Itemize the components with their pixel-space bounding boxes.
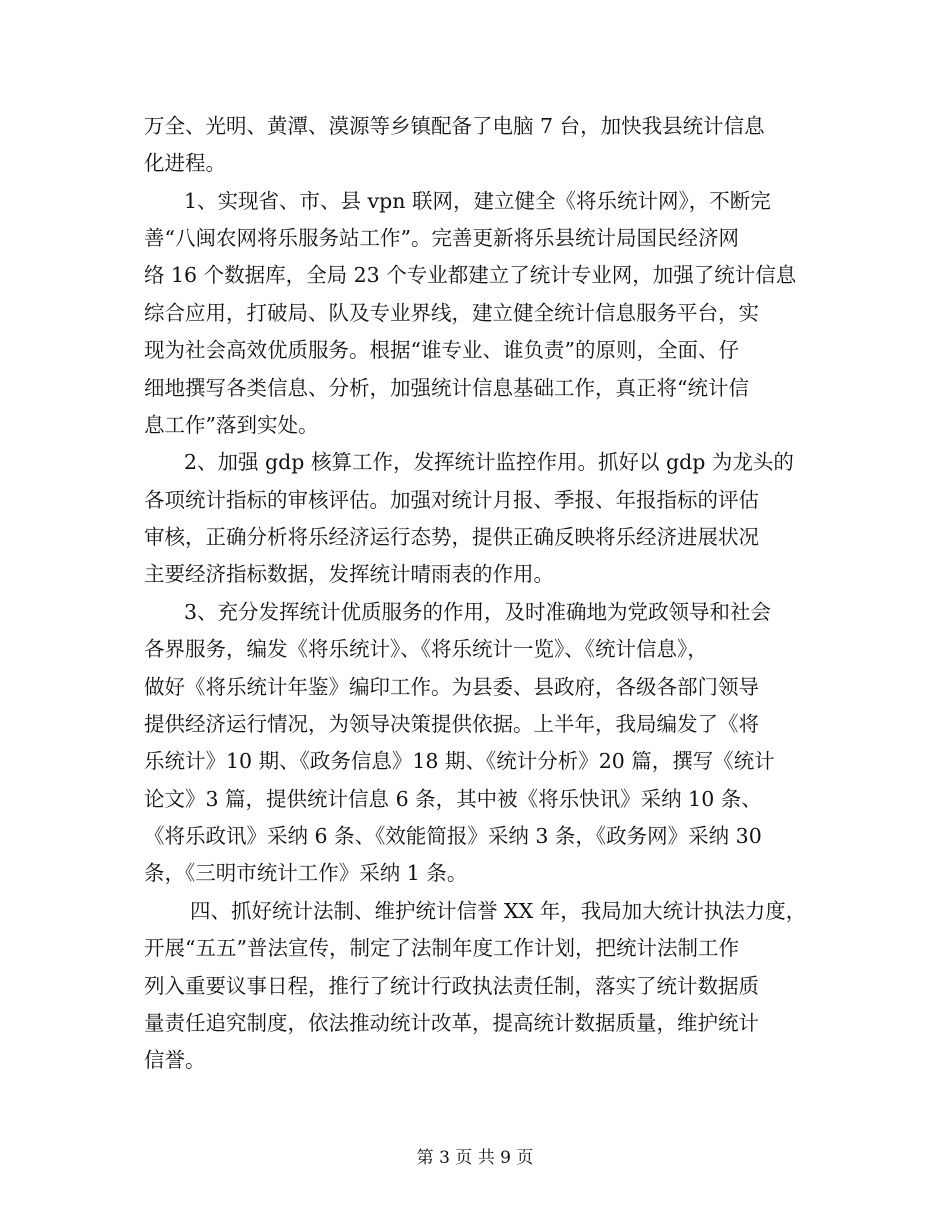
text-line: 各项统计指标的审核评估。加强对统计月报、季报、年报指标的评估 — [144, 488, 759, 512]
text-line: 四、抓好统计法制、维护统计信誉 XX 年，我局加大统计执法力度， — [190, 899, 807, 923]
text-line: 信誉。 — [144, 1048, 206, 1072]
text-line: 3、充分发挥统计优质服务的作用，及时准确地为党政领导和社会 — [184, 600, 772, 624]
text-line: 乐统计》10 期、《政务信息》18 期、《统计分析》20 篇，撰写《统计 — [144, 749, 775, 773]
text-line: 做好《将乐统计年鉴》编印工作。为县委、县政府，各级各部门领导 — [144, 675, 759, 699]
page-number-footer: 第 3 页 共 9 页 — [416, 1148, 534, 1168]
text-line: 条，《三明市统计工作》采纳 1 条。 — [144, 861, 468, 885]
text-line: 开展“五五”普法宣传，制定了法制年度工作计划，把统计法制工作 — [144, 936, 739, 960]
text-line: 息工作”落到实处。 — [144, 413, 319, 437]
text-line: 《将乐政讯》采纳 6 条、《效能简报》采纳 3 条，《政务网》采纳 30 — [144, 824, 762, 848]
text-line: 各界服务，编发《将乐统计》、《将乐统计一览》、《统计信息》， — [144, 637, 708, 661]
text-line: 提供经济运行情况，为领导决策提供依据。上半年，我局编发了《将 — [144, 712, 759, 736]
text-line: 万全、光明、黄潭、漠源等乡镇配备了电脑 7 台，加快我县统计信息 — [144, 114, 765, 138]
text-line: 1、实现省、市、县 vpn 联网，建立健全《将乐统计网》，不断完 — [184, 189, 771, 213]
text-line: 络 16 个数据库，全局 23 个专业都建立了统计专业网，加强了统计信息 — [144, 263, 797, 287]
text-line: 细地撰写各类信息、分析，加强统计信息基础工作，真正将“统计信 — [144, 376, 749, 400]
text-line: 综合应用，打破局、队及专业界线，建立健全统计信息服务平台，实 — [144, 301, 759, 325]
text-line: 审核，正确分析将乐经济运行态势，提供正确反映将乐经济进展状况 — [144, 525, 759, 549]
text-line: 现为社会高效优质服务。根据“谁专业、谁负责”的原则，全面、仔 — [144, 338, 739, 362]
text-line: 化进程。 — [144, 151, 226, 175]
text-line: 2、加强 gdp 核算工作，发挥统计监控作用。抓好以 gdp 为龙头的 — [184, 450, 794, 474]
text-line: 量责任追究制度，依法推动统计改革，提高统计数据质量，维护统计 — [144, 1011, 759, 1035]
text-line: 列入重要议事日程，推行了统计行政执法责任制，落实了统计数据质 — [144, 974, 759, 998]
text-line: 善“八闽农网将乐服务站工作”。完善更新将乐县统计局国民经济网 — [144, 226, 739, 250]
text-line: 论文》3 篇，提供统计信息 6 条，其中被《将乐快讯》采纳 10 条、 — [144, 787, 762, 811]
text-line: 主要经济指标数据，发挥统计晴雨表的作用。 — [144, 562, 554, 586]
